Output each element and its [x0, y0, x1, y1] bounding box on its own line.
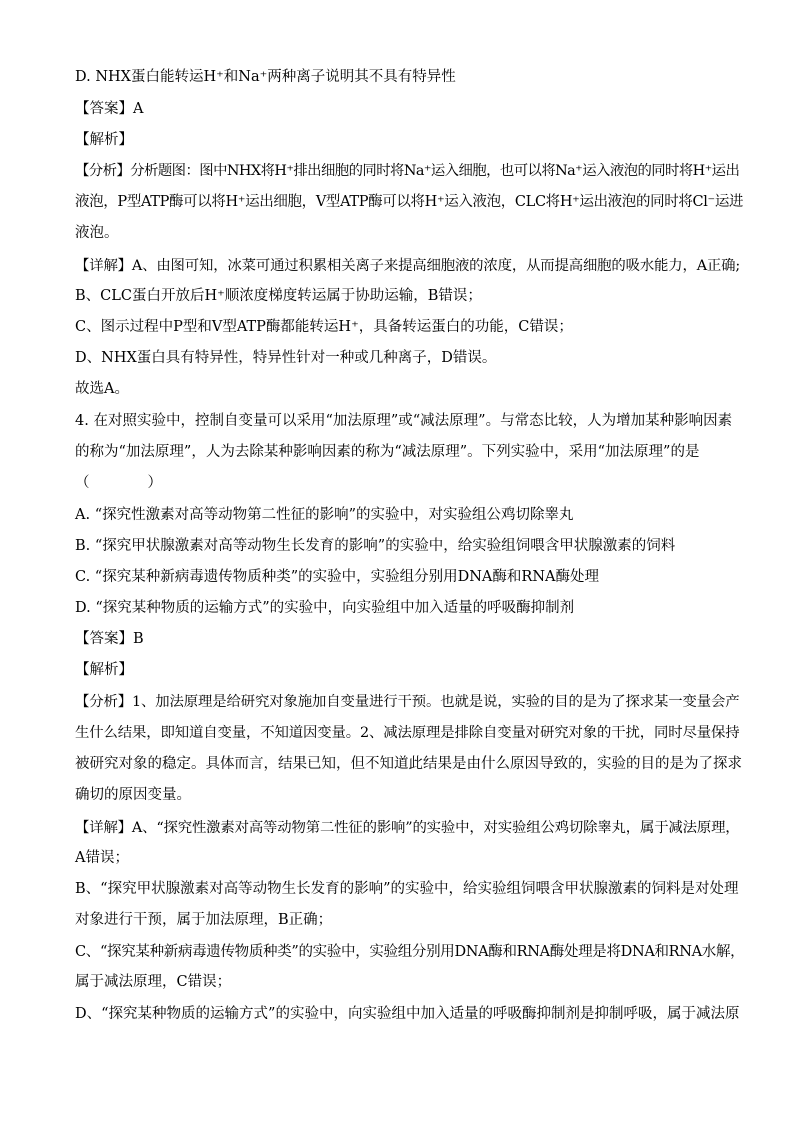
detail-text-line: 【详解】A、“探究性激素对高等动物第二性征的影响”的实验中，对实验组公鸡切除睾丸，属于减法原理，	[75, 820, 740, 836]
answer-label: 【答案】B	[75, 631, 144, 647]
analysis-text-line: 被研究对象的稳定。具体而言，结果已知，但不知道此结果是由什么原因导致的，实验的目的是为了探求	[75, 756, 742, 772]
question-4-stem: 4. 在对照实验中，控制自变量可以采用“加法原理”或“减法原理”。与常态比较，人为增加某种影响因素	[75, 413, 733, 429]
conclusion-text: 故选A。	[75, 381, 129, 397]
analysis-heading: 【解析】	[75, 132, 133, 148]
question-4-option-a: A. “探究性激素对高等动物第二性征的影响”的实验中，对实验组公鸡切除睾丸	[75, 507, 574, 523]
detail-text-line: C、图示过程中P型和V型ATP酶都能转运H⁺，具备转运蛋白的功能，C错误；	[75, 319, 573, 335]
detail-text-line: C、“探究某种新病毒遗传物质种类”的实验中，实验组分别用DNA酶和RNA酶处理是将DNA和RNA水解，	[75, 944, 745, 960]
analysis-text-line: 【分析】1、加法原理是给研究对象施加自变量进行干预。也就是说，实验的目的是为了探求某一变量会产	[75, 694, 740, 710]
detail-text-line: 【详解】A、由图可知，冰菜可通过积累相关离子来提高细胞液的浓度，从而提高细胞的吸水能力，A正确;	[75, 258, 741, 274]
detail-text-line: A错误；	[75, 850, 129, 866]
analysis-heading: 【解析】	[75, 662, 133, 678]
analysis-text-line: 确切的原因变量。	[75, 787, 191, 803]
analysis-text-line: 液泡。	[75, 225, 119, 241]
question-4-option-c: C. “探究某种新病毒遗传物质种类”的实验中，实验组分别用DNA酶和RNA酶处理	[75, 569, 599, 585]
analysis-text-line: 【分析】分析题图：图中NHX将H⁺排出细胞的同时将Na⁺运入细胞，也可以将Na⁺运入液泡的同时将H⁺运出	[75, 163, 740, 179]
analysis-text-line: 液泡，P型ATP酶可以将H⁺运出细胞，V型ATP酶可以将H⁺运入液泡，CLC将H⁺运出液泡的同时将Cl⁻运进	[75, 194, 744, 210]
answer-label: 【答案】A	[75, 101, 144, 117]
question-4-blank: （ ）	[75, 475, 162, 491]
detail-text-line: D、“探究某种物质的运输方式”的实验中，向实验组中加入适量的呼吸酶抑制剂是抑制呼吸，属于减法原	[75, 1006, 740, 1022]
detail-text-line: D、NHX蛋白具有特异性，特异性针对一种或几种离子，D错误。	[75, 350, 497, 366]
detail-text-line: B、“探究甲状腺激素对高等动物生长发育的影响”的实验中，给实验组饲喂含甲状腺激素的饲料是对处理	[75, 881, 739, 897]
analysis-text-line: 生什么结果，即知道自变量，不知道因变量。2、减法原理是排除自变量对研究对象的干扰，同时尽量保持	[75, 725, 740, 741]
question-4-option-b: B. “探究甲状腺激素对高等动物生长发育的影响”的实验中，给实验组饲喂含甲状腺激素的饲料	[75, 538, 676, 554]
question-4-option-d: D. “探究某种物质的运输方式”的实验中，向实验组中加入适量的呼吸酶抑制剂	[75, 600, 575, 616]
detail-text-line: 对象进行干预，属于加法原理，B正确；	[75, 912, 333, 928]
question-4-stem: 的称为“加法原理”，人为去除某种影响因素的称为“减法原理”。下列实验中，采用“加法原理”的是	[75, 444, 700, 460]
option-d-previous-question: D. NHX蛋白能转运H⁺和Na⁺两种离子说明其不具有特异性	[75, 69, 456, 85]
detail-text-line: 属于减法原理，C错误；	[75, 974, 232, 990]
detail-text-line: B、CLC蛋白开放后H⁺顺浓度梯度转运属于协助运输，B错误；	[75, 288, 482, 304]
